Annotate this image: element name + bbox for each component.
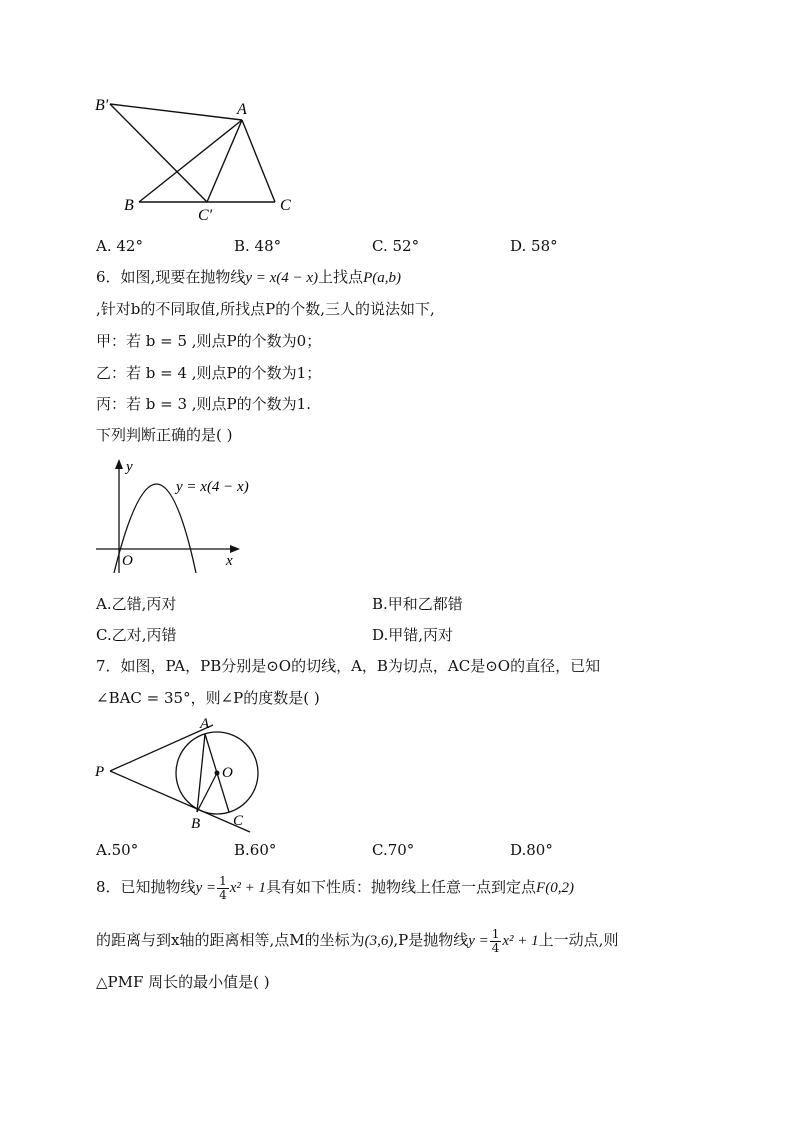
label-b: B	[124, 197, 134, 214]
q6-option-b[interactable]: B.甲和乙都错	[372, 595, 463, 613]
curve-label: y = x(4 − x)	[176, 479, 249, 495]
q6-line-yi: 乙：若 b = 4 ,则点P的个数为1；	[96, 364, 322, 382]
q8-line-2: 的距离与到x轴的距离相等,点M的坐标为(3,6),P是抛物线y = $\frac{1}{4}$ x² + 1上一动点,则	[96, 926, 619, 955]
x-axis-arrow	[230, 545, 240, 553]
segment-a-b	[139, 120, 242, 202]
q6-option-d[interactable]: D.甲错,丙对	[372, 626, 454, 644]
label-a: A	[237, 101, 247, 118]
q6-question: 下列判断正确的是( )	[96, 426, 233, 444]
segment-bprime-a	[110, 104, 242, 120]
q6-line-2: ,针对b的不同取值,所找点P的个数,三人的说法如下,	[96, 300, 435, 318]
tangent-pa	[110, 725, 213, 771]
label-b-prime: B′	[95, 97, 109, 114]
fraction-one-quarter: $\frac{1}{4}$	[491, 926, 500, 955]
q6-number: 6．	[96, 268, 121, 286]
label-b: B	[191, 816, 201, 832]
fraction-one-quarter: $\frac{1}{4}$	[219, 873, 227, 902]
label-a: A	[200, 716, 210, 732]
label-c-prime: C′	[198, 207, 213, 224]
q7-line-1: 7．如图，PA，PB分别是⊙O的切线，A，B为切点，AC是⊙O的直径，已知	[96, 657, 601, 675]
q7-circle-figure	[92, 710, 272, 835]
q7-line-2: ∠BAC = 35°，则∠P的度数是( )	[96, 689, 320, 707]
q6-option-a[interactable]: A.乙错,丙对	[96, 595, 177, 613]
segment-a-c	[242, 120, 275, 202]
segment-a-cprime	[207, 120, 242, 202]
q7-number: 7．	[96, 657, 121, 675]
q8-line-3: △PMF 周长的最小值是( )	[96, 973, 270, 991]
label-o: O	[222, 765, 233, 781]
q6-parabola-figure	[92, 455, 262, 575]
q6-line-bing: 丙：若 b = 3 ,则点P的个数为1.	[96, 395, 311, 413]
label-c: C	[280, 197, 291, 214]
q6-line-jia: 甲：若 b = 5 ,则点P的个数为0；	[96, 332, 322, 350]
q5-option-c[interactable]: C. 52°	[372, 237, 420, 255]
x-axis-label: x	[226, 553, 233, 569]
label-p: P	[95, 764, 105, 780]
q7-option-b[interactable]: B.60°	[234, 841, 277, 859]
chord-ab	[197, 734, 205, 812]
origin-label: O	[122, 553, 133, 569]
q6-line-1: 6．如图,现要在抛物线y = x(4 − x)上找点P(a,b)	[96, 268, 401, 286]
q6-option-c[interactable]: C.乙对,丙错	[96, 626, 177, 644]
q5-option-a[interactable]: A. 42°	[96, 237, 143, 255]
q7-option-c[interactable]: C.70°	[372, 841, 415, 859]
q7-option-d[interactable]: D.80°	[510, 841, 553, 859]
center-point-o	[215, 771, 220, 776]
q5-option-b[interactable]: B. 48°	[234, 237, 282, 255]
y-axis-arrow	[115, 459, 123, 469]
q7-option-a[interactable]: A.50°	[96, 841, 139, 859]
q8-number: 8．	[96, 878, 121, 896]
q5-option-d[interactable]: D. 58°	[510, 237, 558, 255]
y-axis-label: y	[126, 459, 133, 475]
q5-triangle-figure	[92, 92, 302, 227]
q8-line-1: 8．已知抛物线y = $\frac{1}{4}$ x² + 1具有如下性质：抛物线上任意一点到定点F(0,2)	[96, 873, 574, 902]
label-c: C	[233, 813, 244, 829]
